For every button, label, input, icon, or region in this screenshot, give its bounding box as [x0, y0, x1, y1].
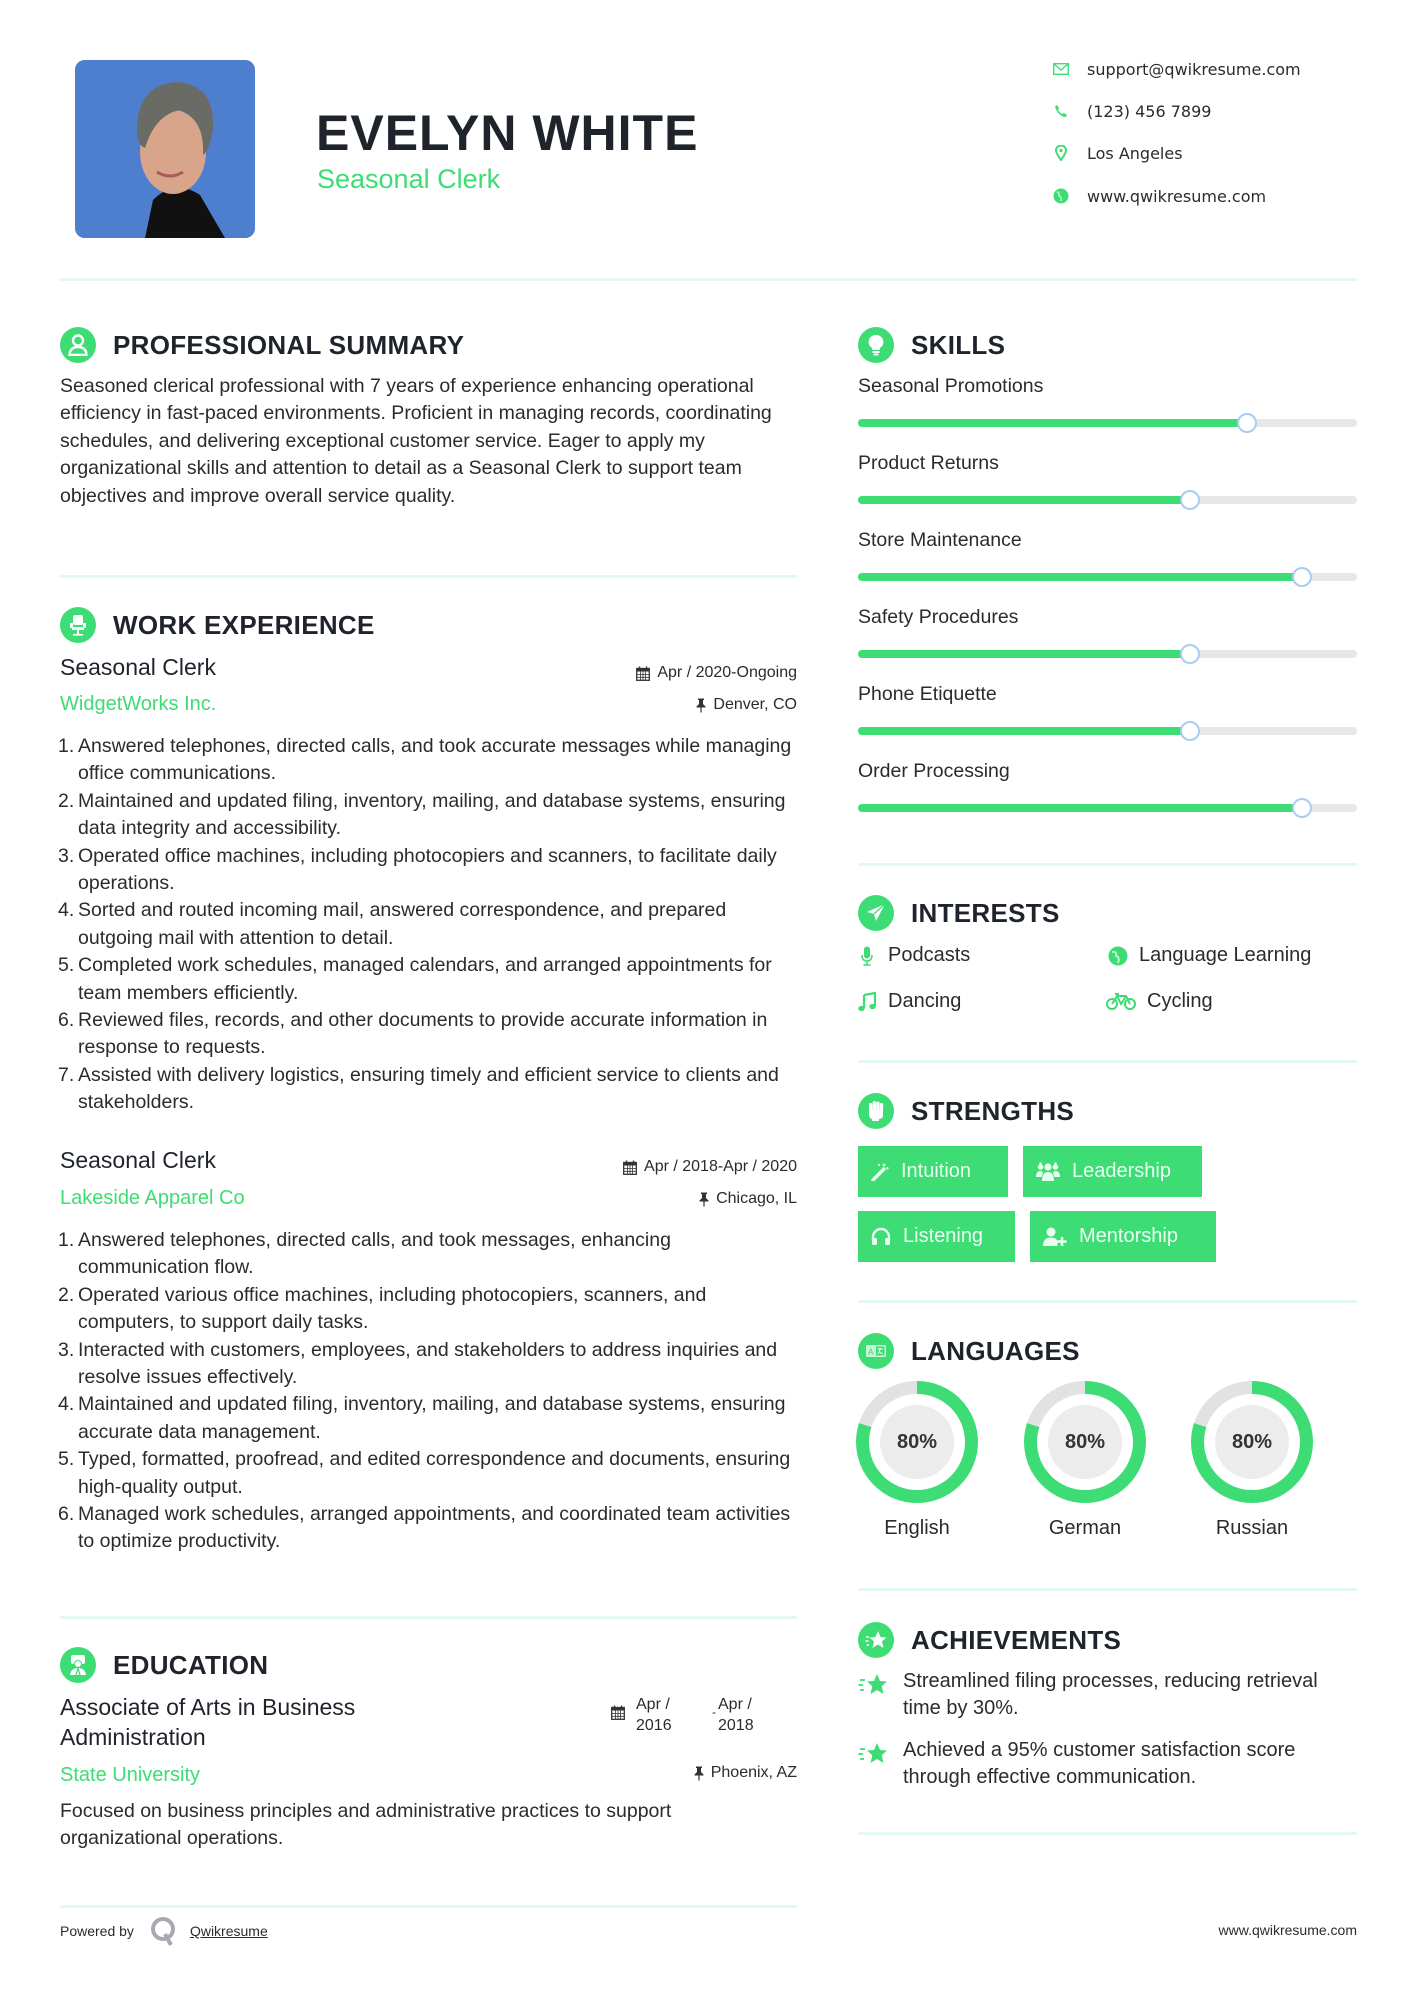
achievements-heading: [858, 1622, 1121, 1658]
skill-bar: [858, 573, 1357, 581]
achievements-title: ACHIEVEMENTS: [911, 1624, 1122, 1655]
strengths-title: STRENGTHS: [911, 1095, 1075, 1126]
summary-heading: [60, 327, 464, 363]
job-2-location-text: Chicago, IL: [716, 1190, 797, 1207]
languages-heading: [858, 1333, 1080, 1369]
fist-icon: [858, 1093, 894, 1129]
skill-knob: [1292, 798, 1312, 818]
skills-divider: [858, 863, 1357, 866]
powered-by: [60, 1916, 268, 1946]
contact-phone-text: (123) 456 7899: [1087, 101, 1212, 121]
interest-item: Language Learning: [1107, 944, 1311, 967]
profile-photo: [75, 60, 255, 238]
svg-text:A: A: [868, 1347, 874, 1357]
strength-badge: Intuition: [858, 1146, 1008, 1197]
language-ring: [1024, 1381, 1146, 1503]
skill-bar: [858, 727, 1357, 735]
education-end-date: Apr / 2018: [718, 1696, 754, 1734]
degree-line-2: Administration: [60, 1724, 206, 1750]
duty-item: 6. Managed work schedules, arranged appointments, and coordinated team activities to optimize productivity.: [58, 1503, 791, 1553]
skill-fill: [858, 804, 1302, 812]
job-2-dates-text: Apr / 2018-Apr / 2020: [644, 1158, 797, 1175]
globe-icon: [1107, 946, 1129, 966]
skill-label: Order Processing: [858, 760, 1010, 782]
language-ring: [1191, 1381, 1313, 1503]
language-percent: 80%: [880, 1405, 954, 1479]
language-percent: 80%: [1048, 1405, 1122, 1479]
skills-heading: [858, 327, 1005, 363]
language-label: English: [884, 1517, 950, 1539]
duty-item: 4. Maintained and updated filing, inventory, mailing, and database systems, ensuring accurate data management.: [58, 1393, 786, 1443]
duty-item: 5. Completed work schedules, managed calendars, and arranged appointments for team members efficiently.: [58, 954, 772, 1004]
strength-badge: Leadership: [1023, 1146, 1202, 1197]
achievement-item: Achieved a 95% customer satisfaction score through effective communication.: [858, 1737, 1358, 1791]
job-1-dates-text: Apr / 2020-Ongoing: [657, 664, 797, 681]
skill-bar: [858, 650, 1357, 658]
skill-knob: [1180, 721, 1200, 741]
calendar-icon: [611, 1705, 625, 1724]
achievements-divider: [858, 1832, 1357, 1835]
school-name: State University: [60, 1764, 201, 1786]
education-date-separator: -: [712, 1705, 716, 1719]
contact-website-text: www.qwikresume.com: [1087, 186, 1267, 206]
pushpin-icon: [694, 1766, 704, 1781]
skill-bar: [858, 496, 1357, 504]
job-1-duties: [60, 733, 805, 1117]
paper-plane-icon: [858, 895, 894, 931]
job-2-duties: [60, 1227, 805, 1556]
award-star-icon: [858, 1668, 890, 1722]
skill-bar: [858, 804, 1357, 812]
achievement-item: Streamlined filing processes, reducing retrieval time by 30%.: [858, 1668, 1358, 1722]
strengths-divider: [858, 1300, 1357, 1303]
job-2-company: Lakeside Apparel Co: [60, 1187, 245, 1209]
qwikresume-link[interactable]: Qwikresume: [189, 1923, 268, 1939]
pushpin-icon: [699, 1192, 709, 1207]
skill-knob: [1180, 644, 1200, 664]
interest-item: Cycling: [1105, 990, 1213, 1013]
duty-item: 7. Assisted with delivery logistics, ensuring timely and efficient service to clients and stakeholders.: [58, 1063, 779, 1114]
skill-label: Seasonal Promotions: [858, 375, 1044, 397]
phone-icon: [1052, 102, 1070, 120]
strength-badge: Listening: [858, 1211, 1015, 1262]
contact-email[interactable]: [1052, 58, 1301, 80]
contact-location: [1052, 142, 1183, 164]
interests-divider: [858, 1060, 1357, 1063]
user-plus-icon: [1043, 1227, 1067, 1247]
education-divider: [60, 1905, 797, 1908]
skill-fill: [858, 419, 1247, 427]
users-icon: [1036, 1162, 1060, 1182]
skill-knob: [1180, 490, 1200, 510]
education-title: EDUCATION: [113, 1649, 269, 1680]
education-heading: [60, 1647, 268, 1683]
candidate-title: Seasonal Clerk: [317, 164, 501, 194]
skills-title: SKILLS: [911, 329, 1006, 360]
contact-phone[interactable]: [1052, 100, 1211, 122]
award-star-icon: [858, 1737, 890, 1791]
magic-wand-icon: [871, 1163, 889, 1181]
header-divider: [60, 278, 1357, 281]
powered-by-label: Powered by: [60, 1923, 134, 1939]
globe-icon: [1052, 187, 1070, 205]
interests-heading: [858, 895, 1060, 931]
job-1-location: [696, 696, 797, 714]
microphone-icon: [856, 946, 878, 966]
lightbulb-icon: [858, 327, 894, 363]
contact-website[interactable]: [1052, 185, 1266, 207]
education-start-date: Apr / 2016: [636, 1696, 672, 1734]
duty-item: 5. Typed, formatted, proofread, and edited correspondence and documents, ensuring high-quality output.: [58, 1448, 791, 1498]
pushpin-icon: [696, 698, 706, 713]
skill-fill: [858, 650, 1190, 658]
candidate-name: EVELYN WHITE: [316, 105, 699, 161]
calendar-icon: [623, 1160, 637, 1175]
user-icon: [60, 327, 96, 363]
duty-item: 4. Sorted and routed incoming mail, answered correspondence, and prepared outgoing mail with attention to detail.: [58, 899, 727, 949]
job-2-title: Seasonal Clerk: [60, 1147, 216, 1173]
graduate-icon: [60, 1647, 96, 1683]
qwikresume-logo-icon: [150, 1916, 178, 1946]
language-label: German: [1048, 1517, 1122, 1539]
skill-knob: [1292, 567, 1312, 587]
skill-label: Store Maintenance: [858, 529, 1022, 551]
degree-line-1: Associate of Arts in Business: [60, 1694, 356, 1720]
job-1-company: WidgetWorks Inc.: [60, 693, 217, 715]
bicycle-icon: [1105, 993, 1137, 1011]
summary-text: Seasoned clerical professional with 7 years of experience enhancing operational efficiency in fast-paced environments. Proficient in managing records, coordinating schedules, and delivering exceptional customer service. Eager to apply my organizational skills and attention to detail as a Seasonal Clerk to support team objectives and improve overall service quality.: [60, 375, 772, 507]
experience-title: WORK EXPERIENCE: [113, 609, 375, 640]
duty-item: 6. Reviewed files, records, and other documents to provide accurate information in response to requests.: [58, 1009, 768, 1059]
interest-item: Dancing: [856, 990, 961, 1013]
skill-label: Phone Etiquette: [858, 683, 997, 705]
skill-label: Safety Procedures: [858, 606, 1019, 628]
duty-item: 1. Answered telephones, directed calls, and took messages, enhancing communication flow.: [58, 1229, 671, 1279]
strength-badge: Mentorship: [1030, 1211, 1216, 1262]
music-note-icon: [856, 992, 878, 1012]
job-1-title: Seasonal Clerk: [60, 654, 216, 680]
calendar-icon: [636, 666, 650, 681]
language-percent: 80%: [1215, 1405, 1289, 1479]
language-label: Russian: [1215, 1517, 1289, 1539]
education-location-text: Phoenix, AZ: [710, 1764, 797, 1781]
contact-email-text: support@qwikresume.com: [1087, 59, 1301, 79]
duty-item: 2. Operated various office machines, including photocopiers, scanners, and computers, to support daily tasks.: [58, 1283, 707, 1334]
envelope-icon: [1052, 60, 1070, 78]
skill-fill: [858, 496, 1190, 504]
summary-divider: [60, 575, 797, 578]
job-1-location-text: Denver, CO: [713, 696, 797, 713]
duty-item: 3. Operated office machines, including photocopiers and scanners, to facilitate daily operations.: [58, 844, 777, 895]
headphones-icon: [871, 1227, 891, 1247]
job-2-dates: [623, 1158, 797, 1176]
skill-knob: [1237, 413, 1257, 433]
duty-item: 3. Interacted with customers, employees, and stakeholders to address inquiries and resolve issues effectively.: [58, 1338, 778, 1389]
portrait-image: [75, 60, 255, 238]
skill-fill: [858, 573, 1302, 581]
summary-title: PROFESSIONAL SUMMARY: [113, 329, 465, 360]
language-ring: [856, 1381, 978, 1503]
duty-item: 1. Answered telephones, directed calls, and took accurate messages while managing office communications.: [58, 735, 792, 785]
skill-bar: [858, 419, 1357, 427]
languages-title: LANGUAGES: [911, 1335, 1080, 1366]
experience-divider: [60, 1616, 797, 1619]
award-star-icon: [858, 1622, 894, 1658]
chair-icon: [60, 607, 96, 643]
map-pin-icon: [1052, 144, 1070, 162]
education-description: Focused on business principles and administrative practices to support organizational operations.: [60, 1800, 672, 1850]
strengths-heading: [858, 1093, 1074, 1129]
education-location: [694, 1764, 797, 1782]
translate-icon: [858, 1333, 894, 1369]
contact-location-text: Los Angeles: [1087, 143, 1183, 163]
interest-item: Podcasts: [856, 944, 970, 967]
skill-fill: [858, 727, 1190, 735]
skill-label: Product Returns: [858, 452, 999, 474]
interests-title: INTERESTS: [911, 897, 1060, 928]
footer-website[interactable]: www.qwikresume.com: [1218, 1922, 1357, 1938]
experience-heading: [60, 607, 375, 643]
languages-divider: [858, 1588, 1357, 1591]
job-1-dates: [636, 664, 797, 682]
job-2-location: [699, 1190, 797, 1208]
duty-item: 2. Maintained and updated filing, inventory, mailing, and database systems, ensuring data integrity and accessibility.: [58, 789, 786, 840]
